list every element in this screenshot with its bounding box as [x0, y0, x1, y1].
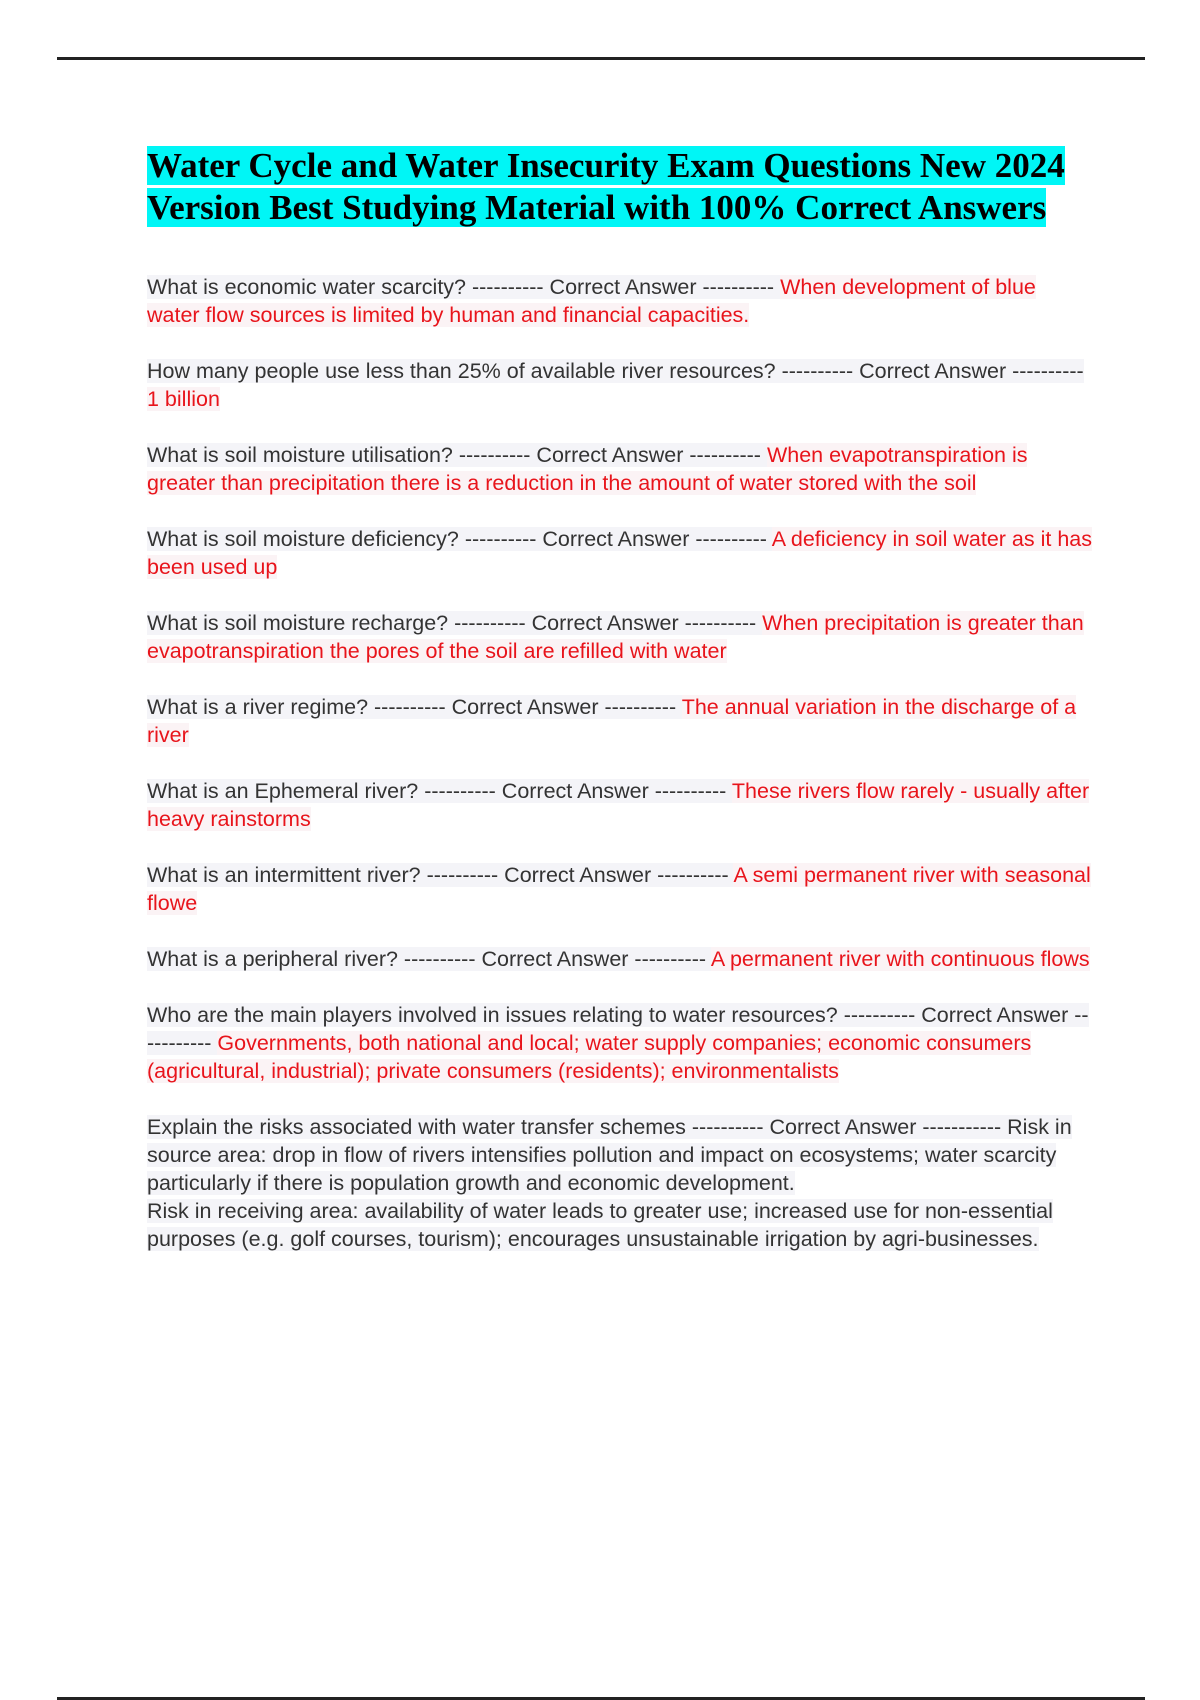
qa-item — [147, 609, 1092, 665]
answer: The annual variation in the discharge of a river — [147, 695, 1077, 747]
answer: When evapotranspiration is greater than precipitation there is a reduction in the amount of water stored with the soil — [147, 443, 1028, 495]
answer: A permanent river with continuous flows — [710, 947, 1090, 971]
qa-item — [147, 777, 1092, 833]
answer-receiving-area: Risk in receiving area: availability of water leads to greater use; increased use for non-essential purposes (e.g. golf courses, tourism); encourages unsustainable irrigation by agri-businesses. — [147, 1199, 1053, 1251]
answer: Governments, both national and local; water supply companies; economic consumers (agricultural, industrial); private consumers (residents); environmentalists — [147, 1031, 1032, 1083]
qa-item — [147, 525, 1092, 581]
question: Explain the risks associated with water transfer schemes ---------- Correct Answer ----------- — [147, 1115, 1008, 1139]
qa-item — [147, 1001, 1092, 1085]
qa-item — [147, 945, 1092, 973]
document-body — [147, 145, 1092, 1281]
answer: These rivers flow rarely - usually after heavy rainstorms — [147, 779, 1090, 831]
question: What is soil moisture deficiency? ---------- Correct Answer ---------- — [147, 527, 772, 551]
question: Who are the main players involved in issues relating to water resources? ---------- Correct Answer ----------- — [147, 1003, 1089, 1055]
question: How many people use less than 25% of available river resources? ---------- Correct Answer ---------- — [147, 359, 1084, 383]
answer: A deficiency in soil water as it has been used up — [147, 527, 1092, 579]
qa-list — [147, 273, 1092, 1253]
answer: When development of blue water flow sources is limited by human and financial capacities. — [147, 275, 1036, 327]
answer: When precipitation is greater than evapotranspiration the pores of the soil are refilled with water — [147, 611, 1084, 663]
answer: 1 billion — [147, 387, 220, 411]
question: What is an intermittent river? ---------- Correct Answer ---------- — [147, 863, 734, 887]
question: What is soil moisture utilisation? ---------- Correct Answer ---------- — [147, 443, 767, 467]
question: What is a peripheral river? ---------- Correct Answer ---------- — [147, 947, 711, 971]
qa-item — [147, 273, 1092, 329]
answer: A semi permanent river with seasonal flowe — [147, 863, 1091, 915]
answer-source-area: Risk in source area: drop in flow of rivers intensifies pollution and impact on ecosystems; water scarcity particularly if there is population growth and economic development. — [147, 1115, 1072, 1195]
question: What is economic water scarcity? ---------- Correct Answer ---------- — [147, 275, 781, 299]
qa-item-last — [147, 1113, 1092, 1253]
question: What is soil moisture recharge? ---------- Correct Answer ---------- — [147, 611, 763, 635]
question: What is an Ephemeral river? ---------- Correct Answer ---------- — [147, 779, 732, 803]
question: What is a river regime? ---------- Correct Answer ---------- — [147, 695, 682, 719]
title-highlight: Water Cycle and Water Insecurity Exam Questions New 2024 Version Best Studying Material with 100% Correct Answers — [147, 146, 1065, 227]
qa-item — [147, 357, 1092, 413]
document-title — [147, 145, 1092, 229]
header-rule — [57, 57, 1145, 60]
qa-item — [147, 861, 1092, 917]
qa-item — [147, 441, 1092, 497]
qa-item — [147, 693, 1092, 749]
